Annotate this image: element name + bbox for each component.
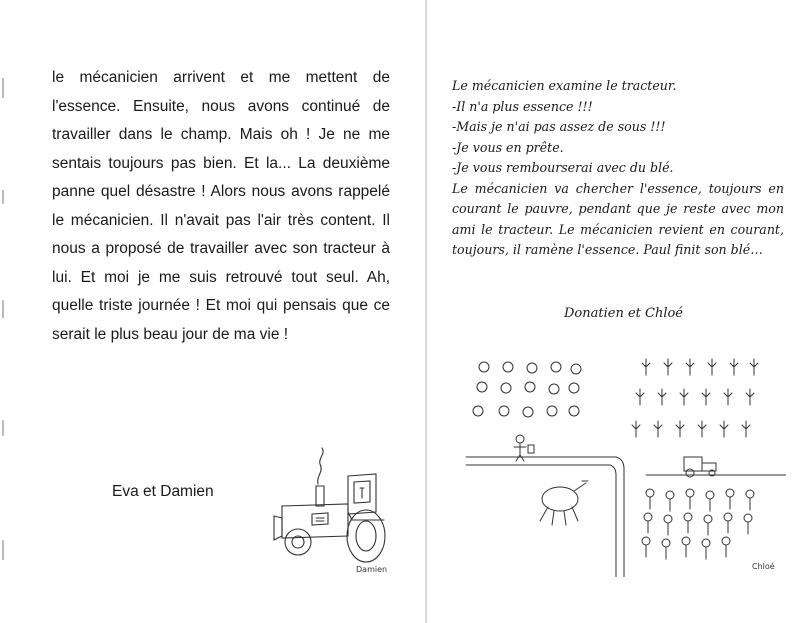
scan-edge-mark xyxy=(2,540,4,560)
right-page xyxy=(428,0,800,623)
authors-signature: Donatien et Chloé xyxy=(564,306,683,321)
dialogue-line: -Il n'a plus essence !!! xyxy=(452,98,593,114)
dialogue-line: -Je vous rembourserai avec du blé. xyxy=(452,160,674,175)
story-text-right xyxy=(452,76,784,261)
dialogue-line: -Je vous en prête. xyxy=(452,139,564,155)
scan-edge-mark xyxy=(2,78,4,98)
story-paragraph: Le mécanicien va chercher l'essence, toujours en courant le pauvre, pendant que je reste avec mon ami le tracteur. Le mécanicien revient en courant, toujours, il ramène l'essence. Paul finit son blé… xyxy=(452,180,784,257)
page-fold xyxy=(425,0,427,623)
wheat-plants xyxy=(632,359,758,437)
dialogue-line: Le mécanicien examine le tracteur. xyxy=(452,78,677,93)
story-paragraph: le mécanicien arrivent et me mettent de l'essence. Ensuite, nous avons continué de travailler dans le champ. Mais oh ! Je ne me sentais toujours pas bien. Et la... La deuxième panne quel désastre ! Alors nous avons rappelé le mécanicien. Il n'avait pas l'air très content. Il nous a proposé de travailler avec son tracteur à lui. Et moi je me suis retrouvé tout seul. Ah, quelle triste journée ! Et moi qui pensais que ce serait le plus beau jour de ma vie ! xyxy=(52,69,390,343)
flower-plants xyxy=(642,489,754,559)
drawing-signature: Chloé xyxy=(752,562,775,571)
scan-edge-mark xyxy=(2,300,4,318)
story-text-left xyxy=(52,64,390,349)
dialogue-line: -Mais je n'ai pas assez de sous !!! xyxy=(452,119,666,134)
scan-edge-mark xyxy=(2,190,4,204)
animal-drawing xyxy=(540,481,588,525)
tractor-small xyxy=(684,457,716,477)
road-line xyxy=(466,457,624,577)
authors-signature: Eva et Damien xyxy=(112,483,214,500)
tractor-drawing xyxy=(268,446,404,580)
crop-clusters-left xyxy=(473,362,581,417)
scan-edge-mark xyxy=(2,420,4,436)
drawing-signature: Damien xyxy=(356,565,388,574)
road-line xyxy=(466,465,616,577)
field-drawing xyxy=(456,345,786,577)
